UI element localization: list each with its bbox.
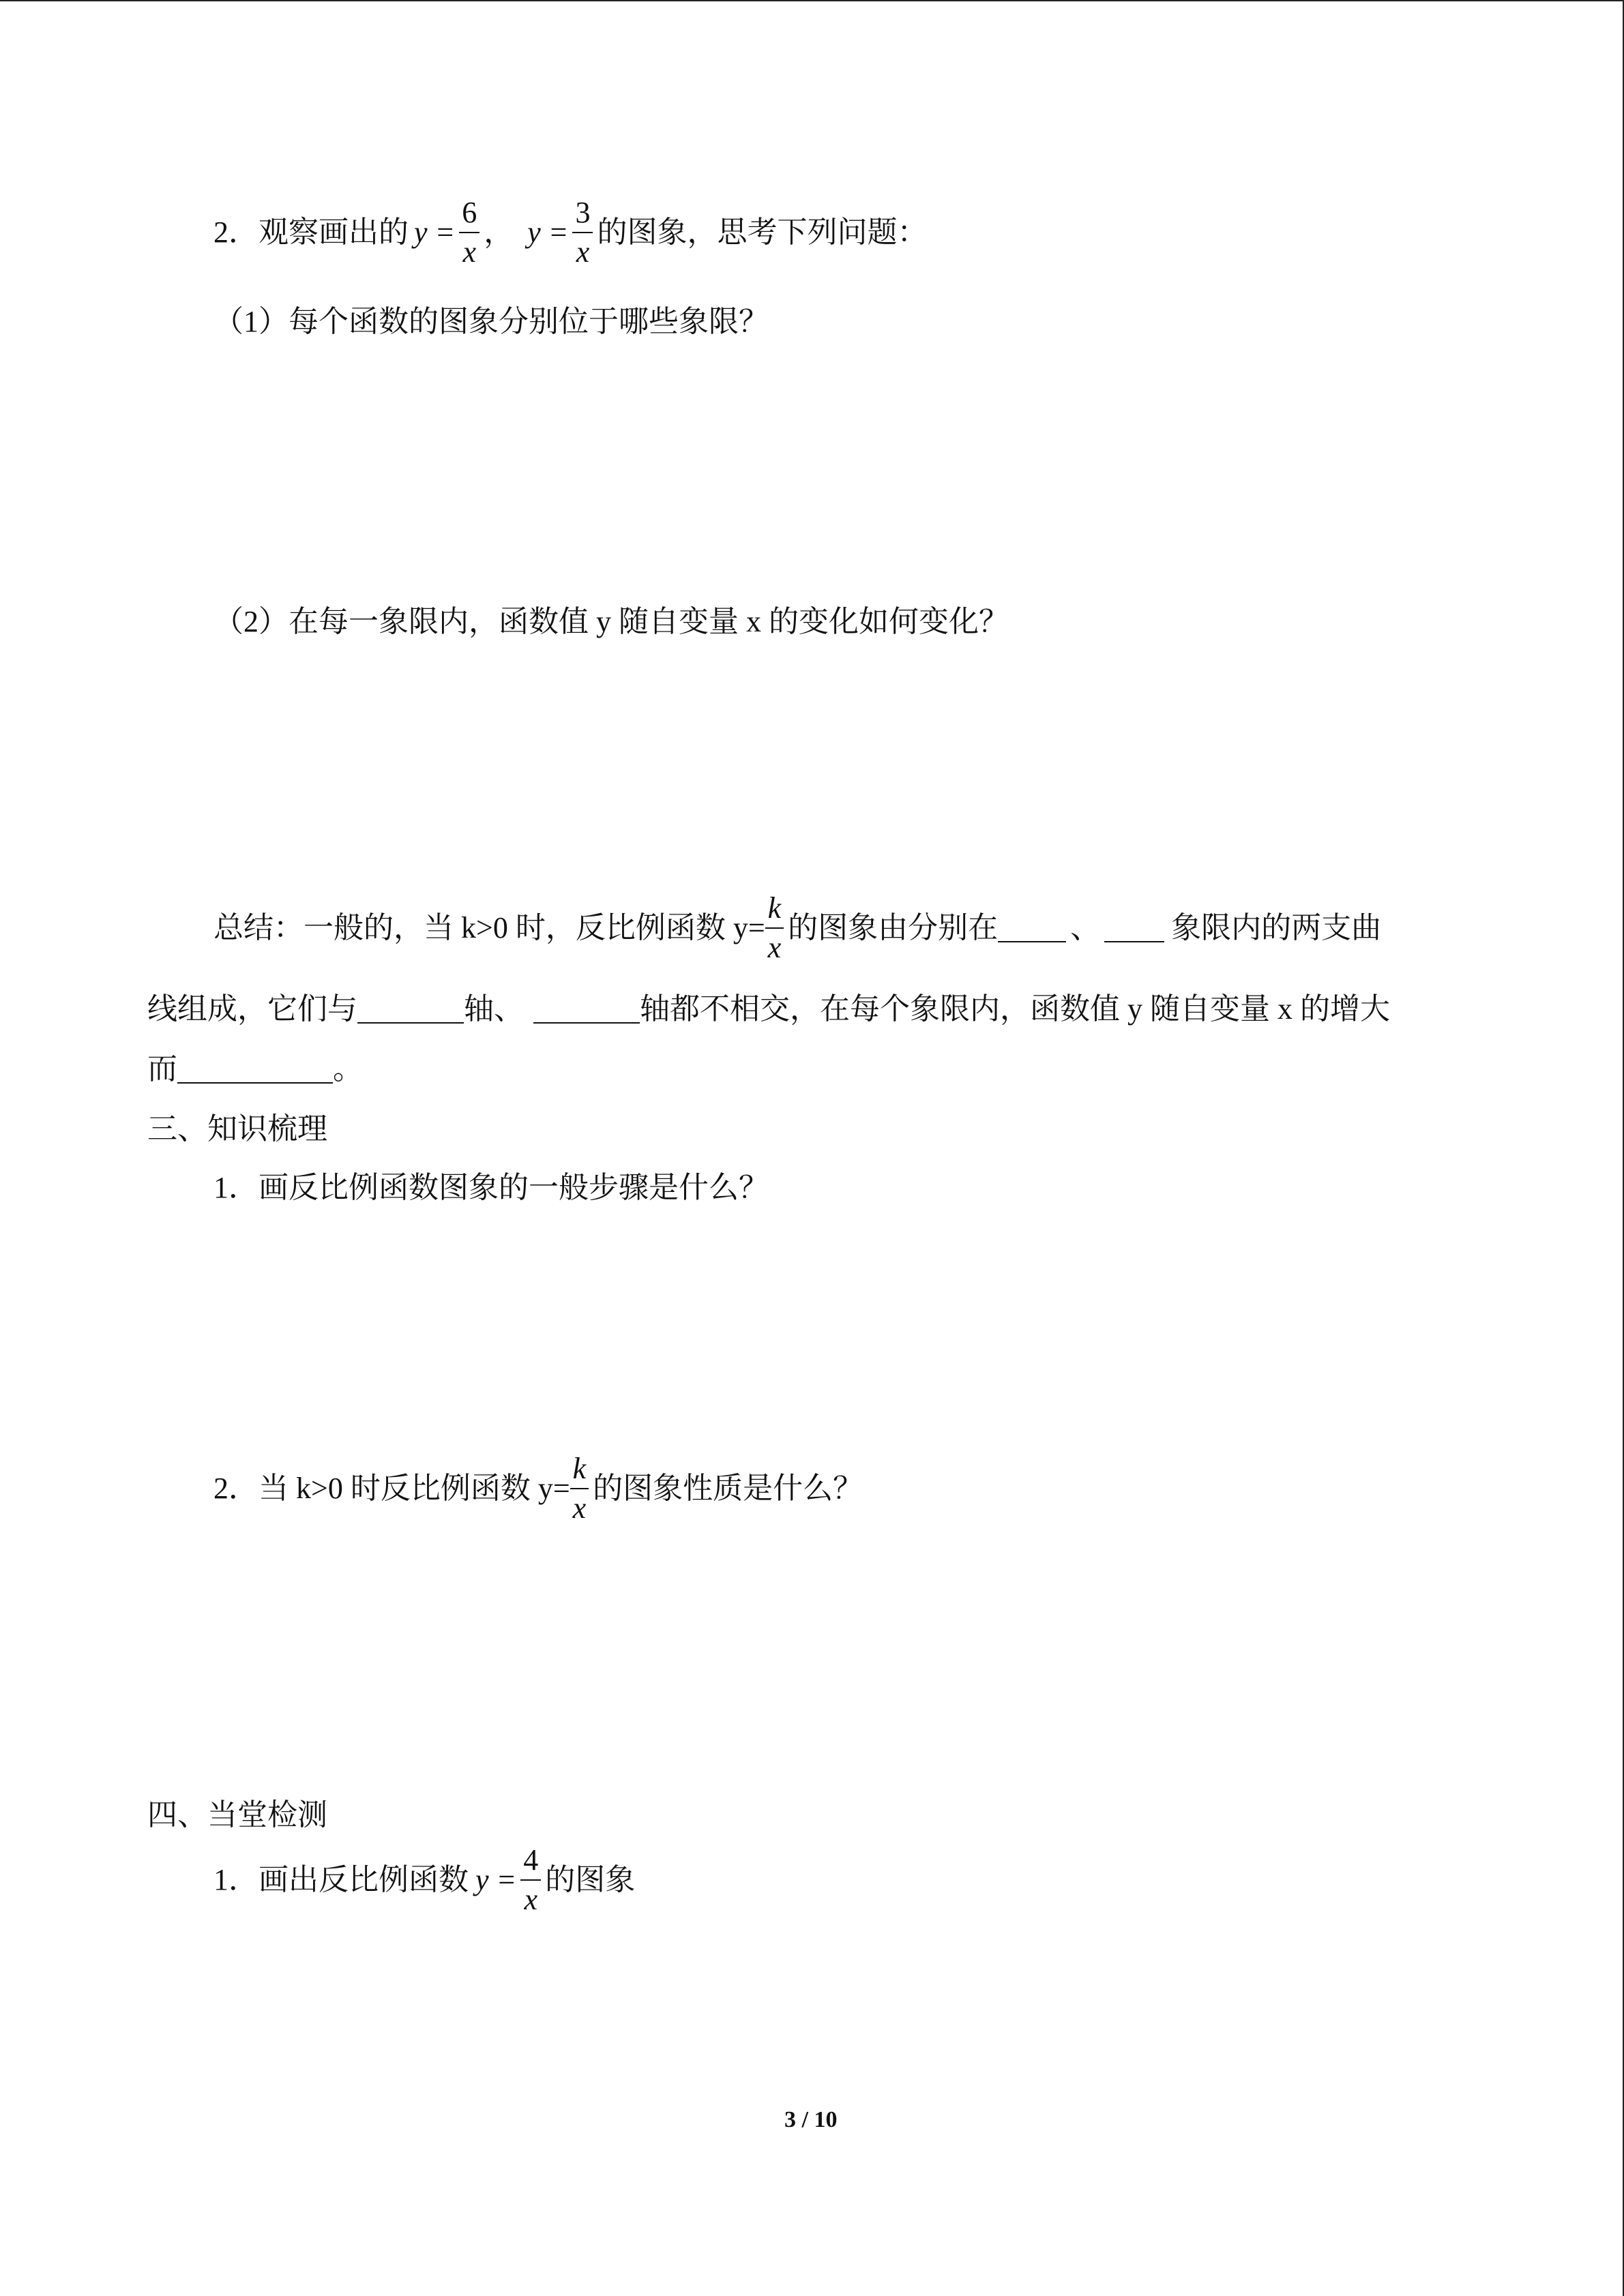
fraction-denominator: x [524, 1883, 537, 1916]
fraction-denominator: x [576, 235, 590, 269]
fraction-k-over-x [570, 1454, 589, 1523]
section-3-item-2-suffix: 的图象性质是什么？ [593, 1472, 863, 1505]
fraction-bar [459, 232, 479, 233]
summary-line-3-b: 。 [333, 1052, 363, 1086]
sub-question-2-text: （2）在每一象限内，函数值 y 随自变量 x 的变化如何变化？ [213, 605, 1009, 638]
fraction-numerator: k [572, 1452, 587, 1485]
separator: ， [484, 215, 514, 249]
section-3-item-1-text: 1．画反比例函数图象的一般步骤是什么？ [213, 1171, 769, 1204]
summary-line-1 [213, 893, 1381, 963]
blank-axis-1[interactable] [357, 995, 464, 1024]
blank-trend[interactable] [177, 1055, 333, 1084]
summary-line-2 [147, 994, 1390, 1024]
section-3-item-1 [213, 1173, 769, 1203]
sub-question-1 [213, 307, 769, 337]
section-4-item-1 [213, 1845, 635, 1915]
fraction-denominator: x [767, 931, 782, 964]
fraction-bar [570, 1488, 589, 1489]
summary-part-4: 象限内的两支曲 [1171, 911, 1382, 944]
question-2-prefix: 2．观察画出的 [213, 215, 409, 249]
fraction-numerator: 6 [462, 196, 477, 229]
blank-axis-2[interactable] [533, 995, 640, 1024]
section-3-item-2-prefix: 2．当 k>0 时反比例函数 y= [213, 1472, 570, 1505]
fraction-bar [572, 232, 593, 233]
fraction-6-over-x [459, 198, 479, 267]
section-4-heading [147, 1800, 327, 1830]
blank-quadrant-2[interactable] [1104, 914, 1164, 942]
question-2-suffix: 的图象，思考下列问题： [597, 215, 928, 249]
summary-part-2: 的图象由分别在 [788, 911, 999, 944]
fraction-2-lhs: y = [527, 215, 569, 249]
summary-line-3 [147, 1054, 363, 1084]
sub-question-2 [213, 607, 1009, 637]
summary-line-2-b: 轴、 [464, 992, 524, 1026]
fraction-bar [520, 1879, 541, 1881]
blank-quadrant-1[interactable] [998, 914, 1066, 942]
sub-question-1-text: （1）每个函数的图象分别位于哪些象限？ [213, 305, 769, 338]
fraction-numerator: k [767, 891, 782, 925]
section-4-item-1-prefix: 1．画出反比例函数 [213, 1863, 469, 1896]
fraction-numerator: 4 [523, 1843, 539, 1877]
section-4-item-1-suffix: 的图象 [545, 1863, 636, 1896]
fraction-3-over-x [572, 198, 593, 267]
summary-line-2-a: 线组成，它们与 [147, 992, 357, 1026]
summary-part-1: 总结：一般的，当 k>0 时，反比例函数 y= [213, 911, 765, 944]
question-2 [213, 198, 927, 267]
fraction-denominator: x [462, 235, 476, 269]
fraction-bar [765, 927, 784, 929]
section-4-heading-text: 四、当堂检测 [147, 1798, 327, 1832]
fraction-numerator: 3 [575, 196, 591, 229]
page-number: 3 / 10 [784, 2107, 838, 2132]
fraction-k-over-x [765, 893, 784, 963]
section-3-item-2 [213, 1454, 863, 1523]
summary-part-3: 、 [1070, 911, 1101, 944]
summary-line-2-c: 轴都不相交，在每个象限内，函数值 y 随自变量 x 的增大 [640, 992, 1390, 1026]
section-3-heading-text: 三、知识梳理 [147, 1112, 327, 1146]
summary-line-3-a: 而 [147, 1052, 177, 1086]
fraction-4-over-x [520, 1845, 541, 1915]
fraction-lhs: y = [475, 1863, 517, 1896]
fraction-denominator: x [572, 1491, 587, 1525]
section-3-heading [147, 1114, 327, 1144]
fraction-1-lhs: y = [414, 215, 456, 249]
